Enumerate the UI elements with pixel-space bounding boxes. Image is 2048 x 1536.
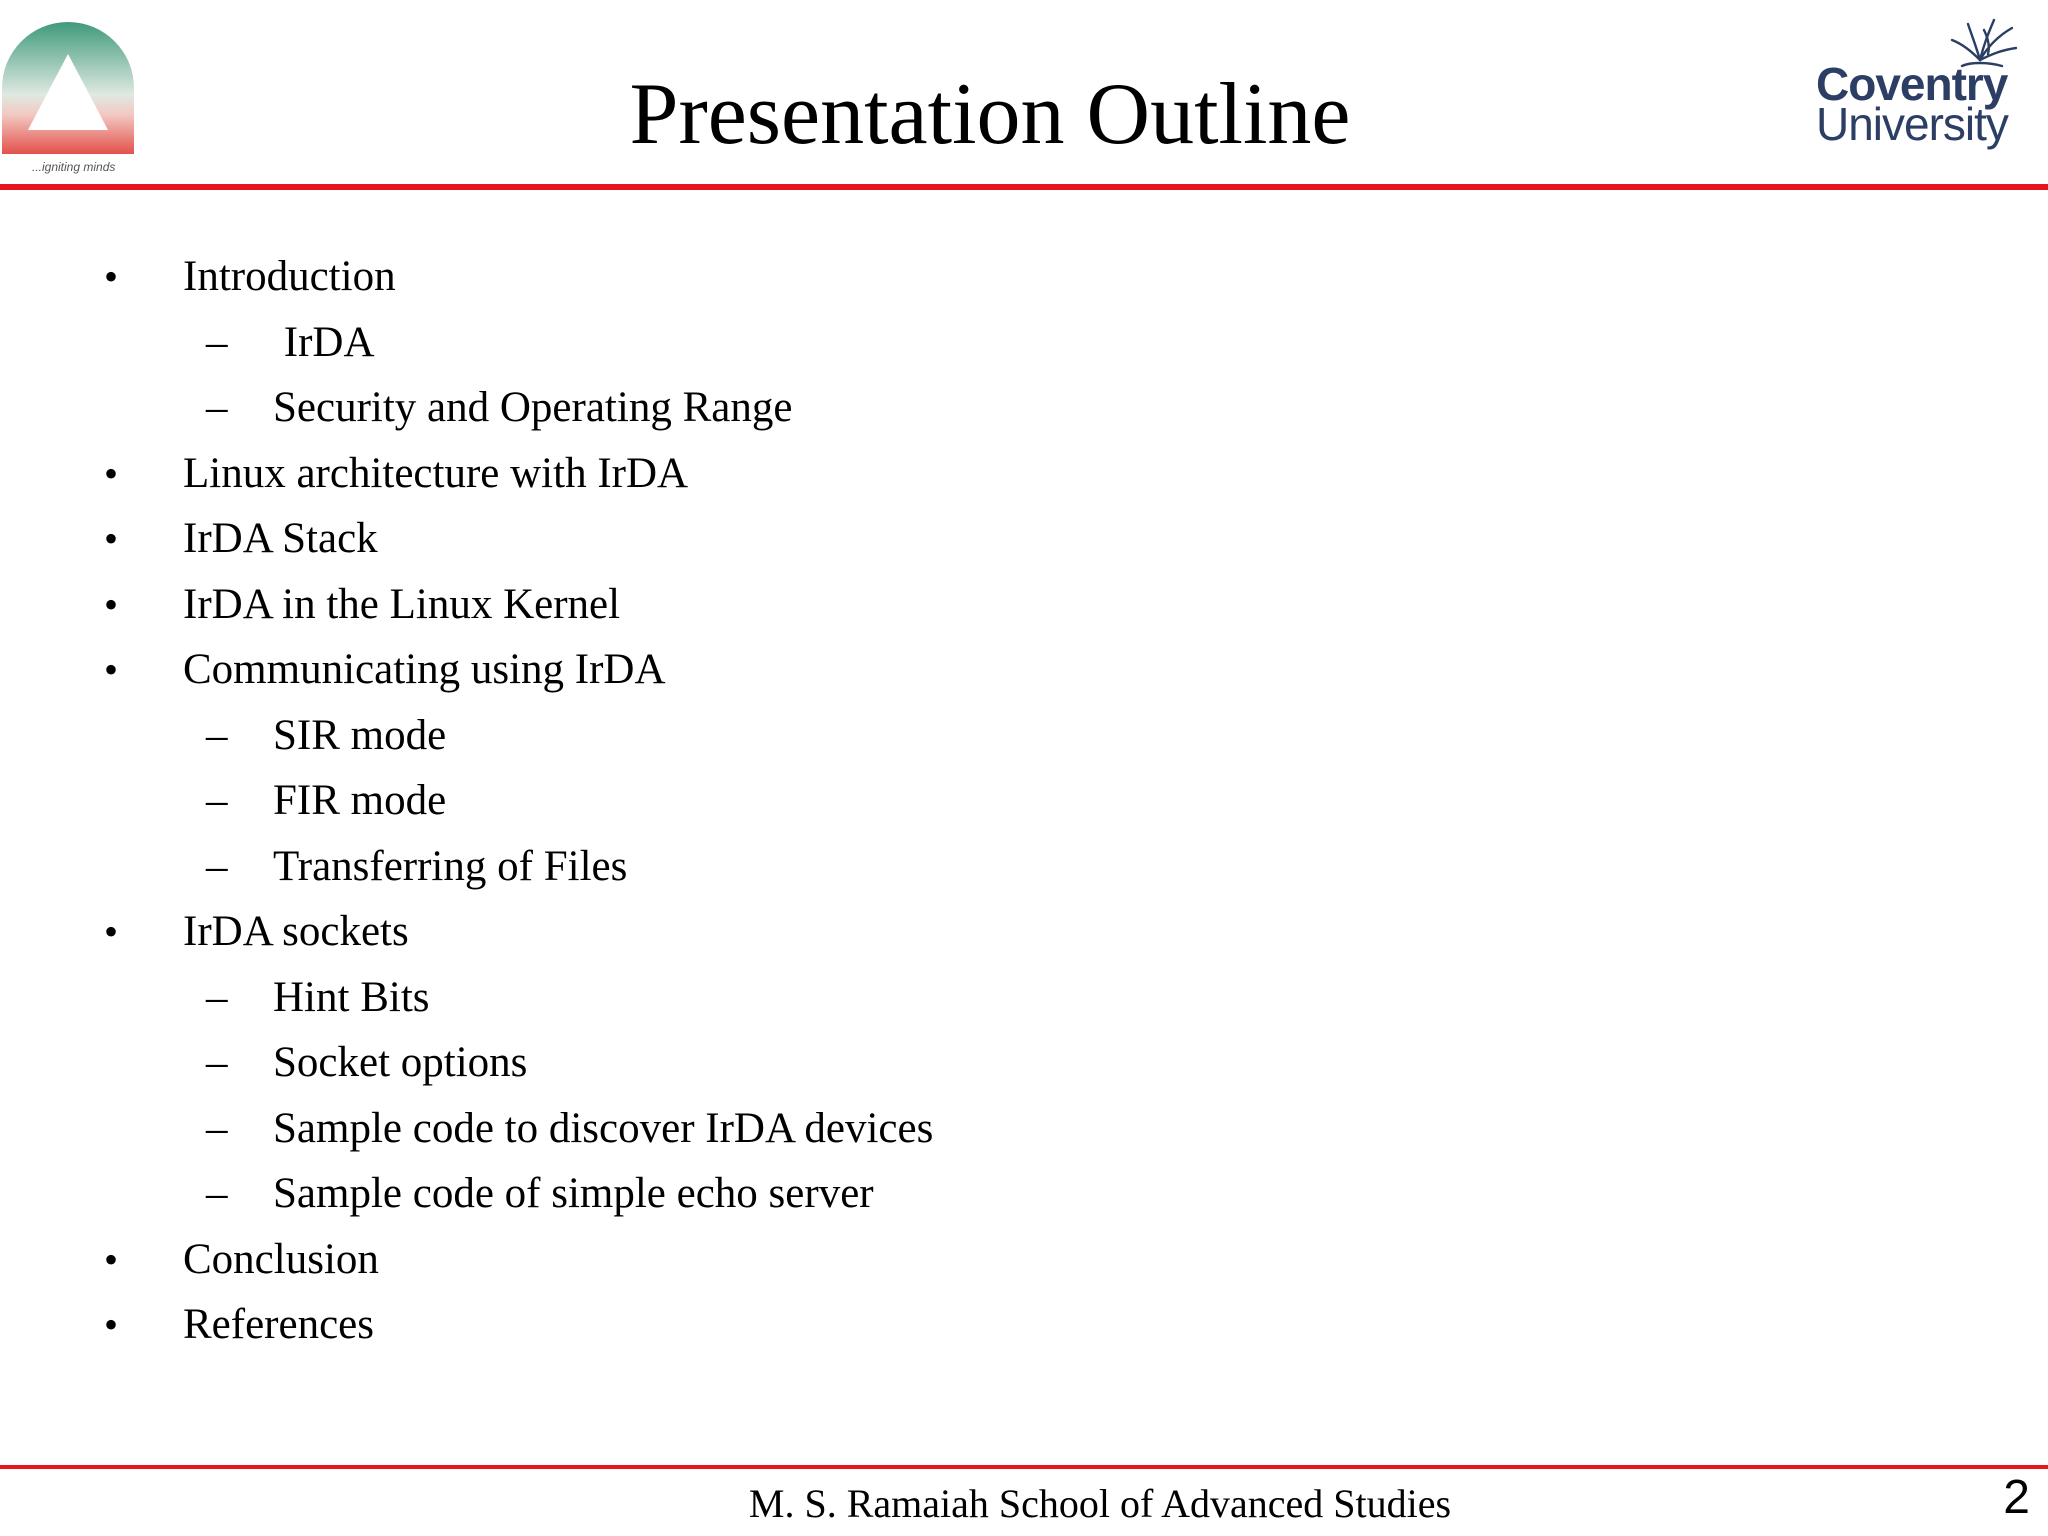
footer-institution: M. S. Ramaiah School of Advanced Studies <box>748 1481 1452 1526</box>
outline-item-text: Conclusion <box>183 1235 379 1283</box>
wordmark-line1: Coventry <box>1816 58 2008 110</box>
wordmark-line2: University <box>1816 98 2008 150</box>
outline-subitem <box>0 768 1900 834</box>
footer-divider <box>0 1465 2048 1469</box>
bullet-marker: • <box>104 254 119 299</box>
outline-item-text: IrDA sockets <box>183 908 409 955</box>
dash-marker: – <box>206 384 228 431</box>
outline-subitem <box>0 1096 1900 1162</box>
outline-item <box>0 637 1900 703</box>
outline-subitem <box>0 834 1900 900</box>
outline-item-text: References <box>183 1301 374 1348</box>
outline-item <box>0 441 1900 507</box>
bullet-marker: • <box>104 516 119 561</box>
outline-item-text: IrDA Stack <box>183 515 378 562</box>
outline-item <box>0 572 1900 638</box>
header-divider <box>0 184 2048 190</box>
outline-subitem <box>0 375 1900 441</box>
outline-subitem <box>0 310 1900 376</box>
outline-item-text: Sample code of simple echo server <box>273 1170 874 1217</box>
outline-item-text: Introduction <box>183 253 396 300</box>
outline-item-text: SIR mode <box>273 711 447 759</box>
outline-subitem <box>0 703 1900 769</box>
outline-item-text: FIR mode <box>273 777 447 824</box>
outline-subitem <box>0 965 1900 1031</box>
dash-marker: – <box>206 1104 228 1152</box>
bullet-marker: • <box>104 1236 119 1282</box>
dash-marker: – <box>206 1039 228 1086</box>
dash-marker: – <box>206 318 228 366</box>
dash-marker: – <box>206 1170 228 1217</box>
outline-item <box>0 1227 1900 1293</box>
bullet-marker: • <box>104 1302 119 1347</box>
outline-item <box>0 506 1900 572</box>
outline-subitem <box>0 1161 1900 1227</box>
outline-item-text: Sample code to discover IrDA devices <box>273 1104 934 1152</box>
dash-marker: – <box>206 711 228 759</box>
page-title: Presentation Outline <box>629 66 1351 163</box>
bullet-marker: • <box>104 647 119 692</box>
dash-marker: – <box>206 777 228 824</box>
outline-item-text: Transferring of Files <box>273 842 628 890</box>
dash-marker: – <box>206 842 228 890</box>
page-number: 2 <box>2003 1471 2030 1524</box>
outline-item <box>0 899 1900 965</box>
bullet-marker: • <box>104 909 119 954</box>
outline-item-text: Security and Operating Range <box>273 384 793 431</box>
outline-list <box>0 244 1900 1358</box>
outline-item-text: Linux architecture with IrDA <box>183 449 689 497</box>
outline-item-text: Socket options <box>273 1039 528 1086</box>
outline-item-text: IrDA in the Linux Kernel <box>183 580 621 628</box>
outline-item-text: Hint Bits <box>273 973 430 1021</box>
outline-subitem <box>0 1030 1900 1096</box>
outline-item <box>0 1292 1900 1358</box>
logo-tagline: ...igniting minds <box>32 160 116 174</box>
bullet-marker: • <box>104 450 119 496</box>
outline-item-text: Communicating using IrDA <box>183 646 666 693</box>
outline-item-text: IrDA <box>273 318 375 366</box>
outline-item <box>0 244 1900 310</box>
dash-marker: – <box>206 973 228 1021</box>
bullet-marker: • <box>104 581 119 627</box>
